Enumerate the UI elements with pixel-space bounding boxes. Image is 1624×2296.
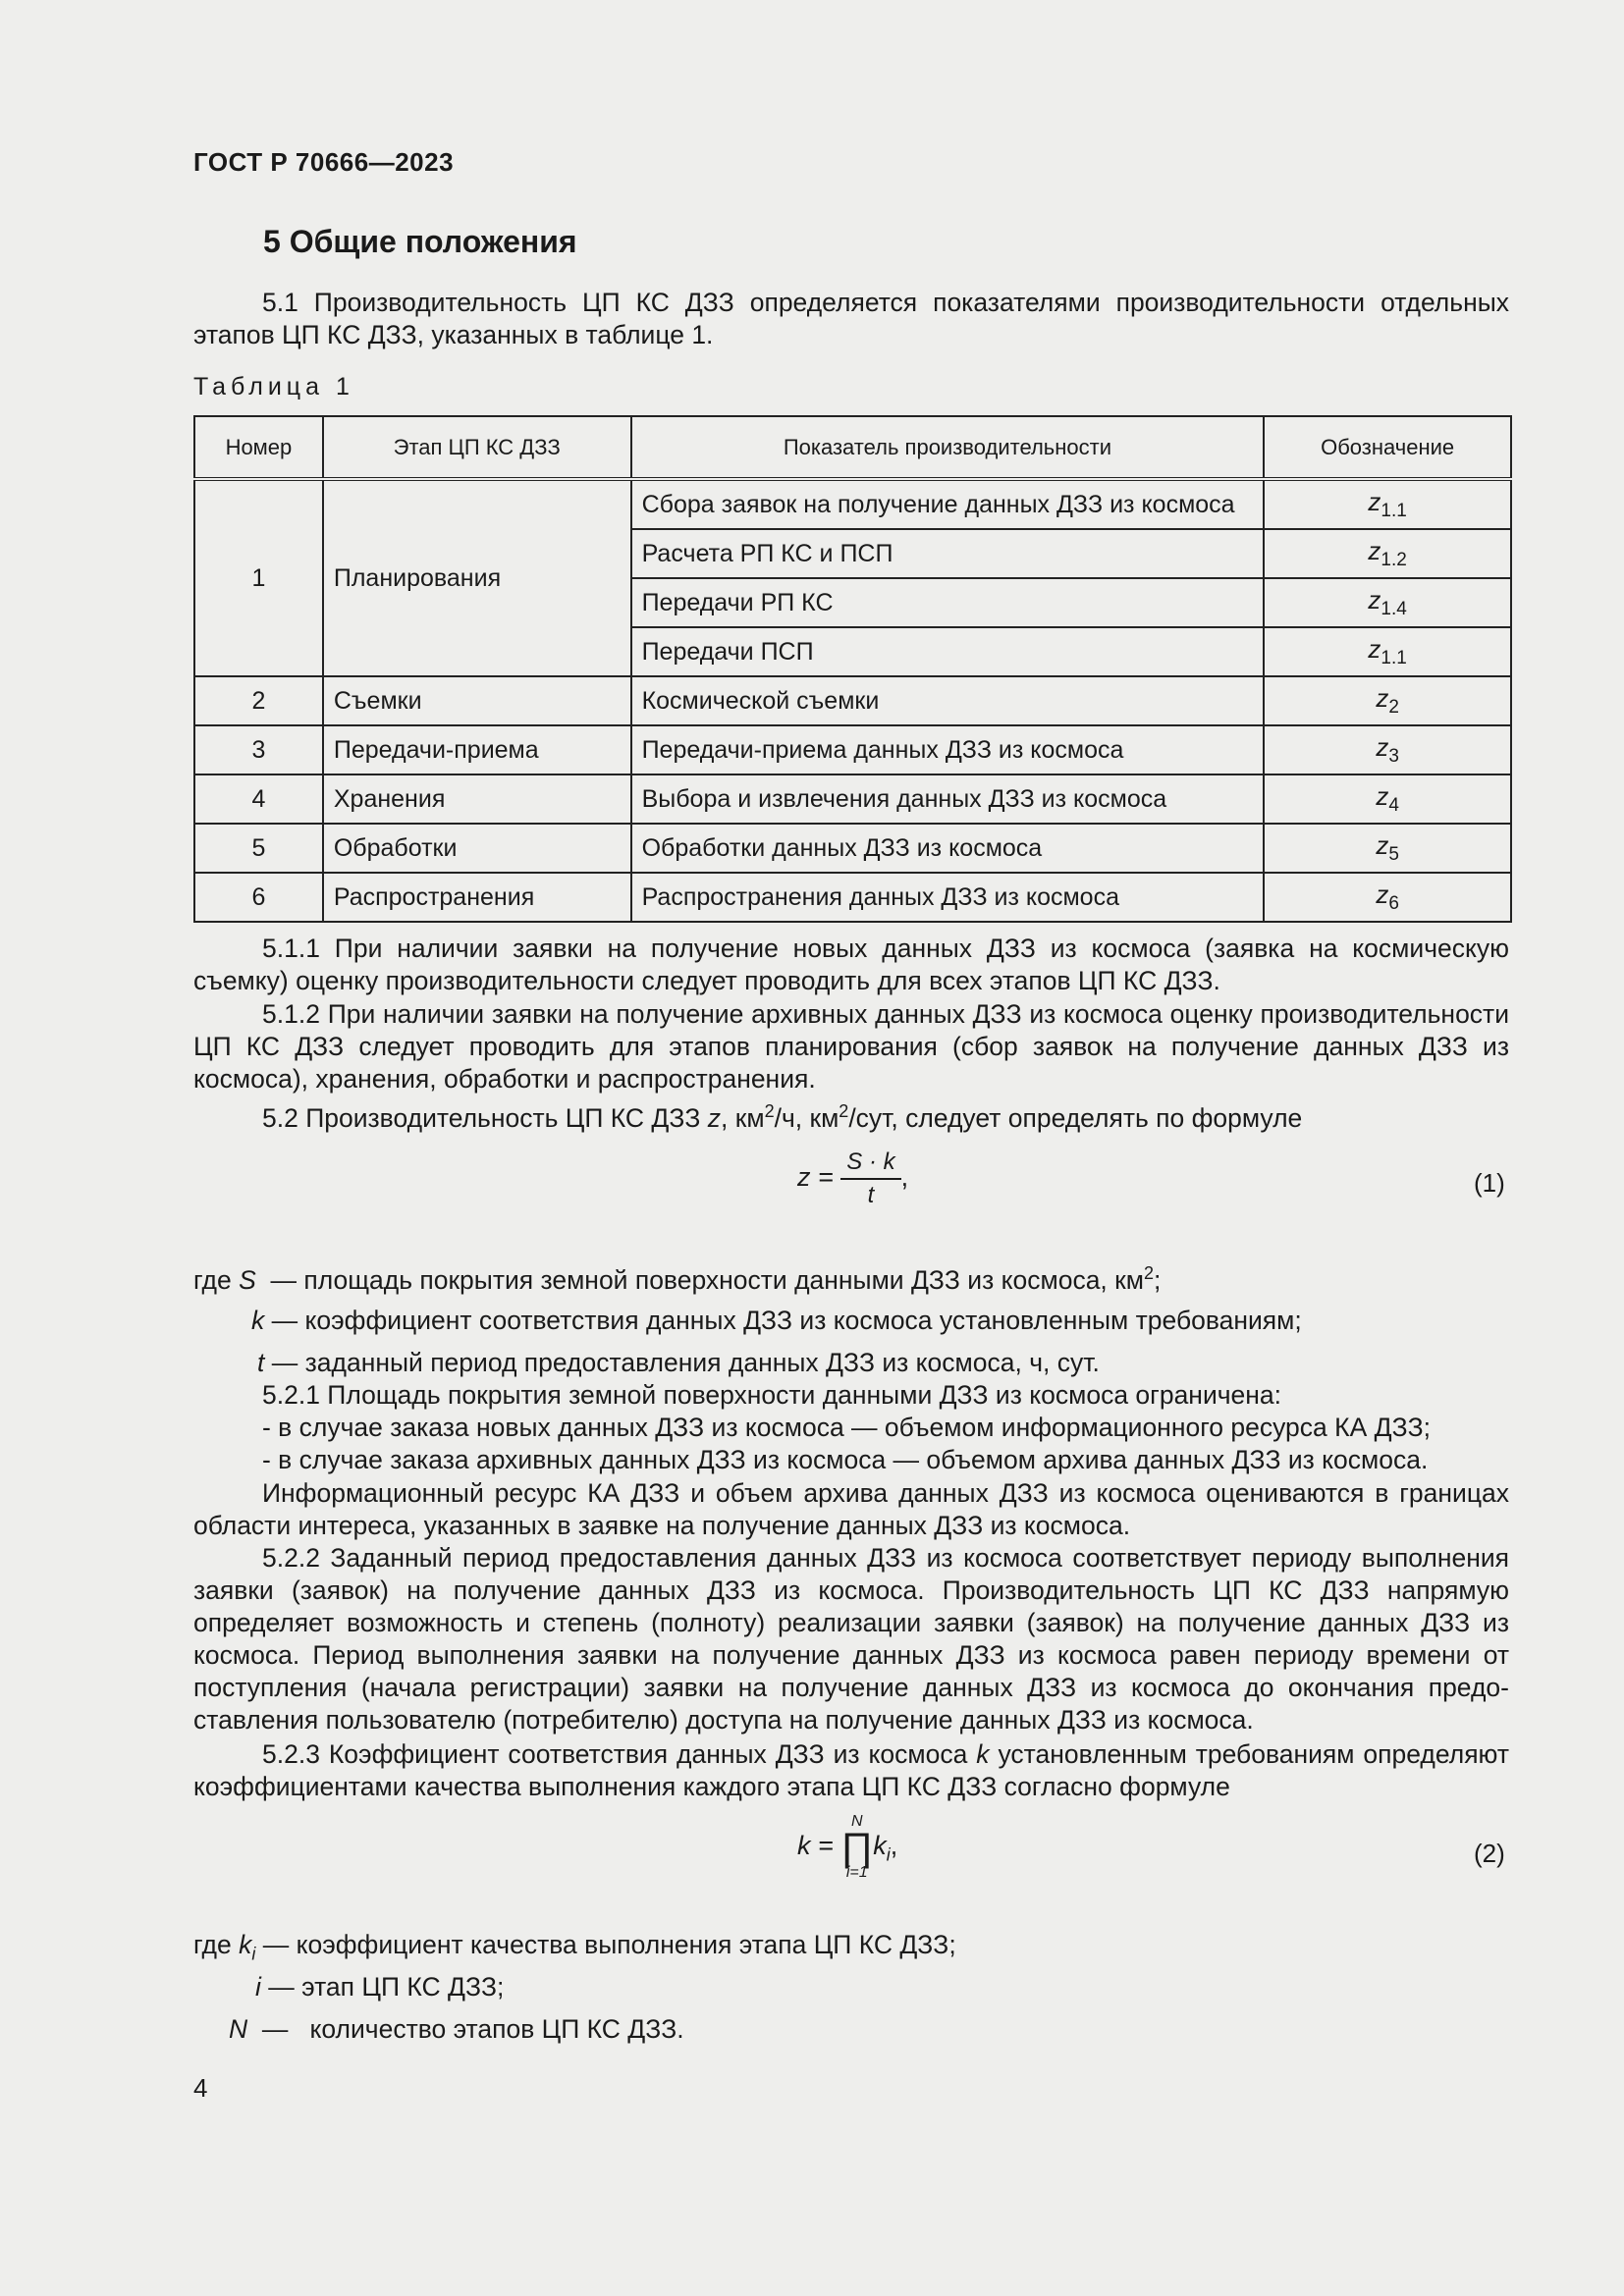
cell-stage: Планирования (323, 479, 631, 676)
cell-symbol: $z_{1.2}$ (1264, 529, 1511, 578)
document-code: ГОСТ Р 70666—2023 (193, 147, 455, 177)
cell-indicator: Космической съемки (631, 676, 1265, 725)
cell-stage: Съемки (323, 676, 631, 725)
column-header: Номер (194, 416, 323, 479)
paragraph-5-2: 5.2 Производительность ЦП КС ДЗЗ z, $км^2/ч$, $км^2$/сут, следует определять по формуле (262, 1101, 1303, 1133)
cell-stage: Хранения (323, 774, 631, 824)
formula-1-def-k: k — коэффициент соответствия данных ДЗЗ из космоса установленным требованиям; (251, 1306, 1302, 1335)
cell-symbol: $z_{1.1}$ (1264, 479, 1511, 529)
column-header: Обозначение (1264, 416, 1511, 479)
paragraph-5-2-3: 5.2.3 Коэффициент соответствия данных ДЗЗ из космоса k установленным требованиям определяют коэффициентами качества выполнения каждого этапа ЦП КС ДЗЗ согласно формуле (193, 1739, 1509, 1801)
cell-indicator: Распространения данных ДЗЗ из космоса (631, 873, 1265, 922)
cell-symbol: $z_6$ (1264, 873, 1511, 922)
formula-2: k = N ∏ i=1 $k_i$, (797, 1813, 898, 1881)
formula-2-def-n: N — количество этапов ЦП КС ДЗЗ. (229, 2014, 684, 2044)
cell-number: 5 (194, 824, 323, 873)
table-row (194, 676, 1511, 725)
cell-stage: Передачи-приема (323, 725, 631, 774)
paragraph-5-1-2: 5.1.2 При наличии заявки на получение архивных данных ДЗЗ из космоса оценку производительности ЦП КС ДЗЗ следует проводить для этапов планирования (сбор заявок на получение данных ДЗЗ из космоса), хранения, обработки и распространения. (193, 999, 1509, 1094)
paragraph-5-1: 5.1 Производительность ЦП КС ДЗЗ определяется показателями производительности отдельных этапов ЦП КС ДЗЗ, указанных в таблице 1. (193, 288, 1509, 349)
table-row (194, 824, 1511, 873)
cell-indicator: Передачи-приема данных ДЗЗ из космоса (631, 725, 1265, 774)
paragraph-5-2-2: 5.2.2 Заданный период предоставления данных ДЗЗ из космоса соответствует периоду выполнения заявки (заявок) на получение данных ДЗЗ из космоса. Производительность ЦП КС ДЗЗ напрямую определяет возможность и степень (полноту) реализации заявки (заявок) на получение данных ДЗЗ из космоса. Период выполнения заявки на получение данных ДЗЗ из космоса равен периоду времени от поступления (начала регистрации) заявки на получение данных ДЗЗ из космоса до окончания предоставления пользователю (потребителю) доступа на получение данных ДЗЗ из космоса. (193, 1543, 1509, 1735)
table-row (194, 479, 1511, 529)
cell-symbol: $z_2$ (1264, 676, 1511, 725)
list-item: - в случае заказа архивных данных ДЗЗ из космоса — объемом архива данных ДЗЗ из космоса. (262, 1445, 1429, 1474)
cell-number: 3 (194, 725, 323, 774)
column-header: Этап ЦП КС ДЗЗ (323, 416, 631, 479)
cell-symbol: $z_{1.1}$ (1264, 627, 1511, 676)
table-caption: Таблица 1 (193, 373, 354, 400)
paragraph-5-2-1: 5.2.1 Площадь покрытия земной поверхности данными ДЗЗ из космоса ограничена: (262, 1380, 1282, 1410)
paragraph-5-1-1: 5.1.1 При наличии заявки на получение новых данных ДЗЗ из космоса (заявка на космическую съемку) оценку производительности следует проводить для всех этапов ЦП КС ДЗЗ. (193, 934, 1509, 995)
formula-1: z = $\frac{S \cdot k}{t}$ , (797, 1148, 909, 1208)
cell-stage: Распространения (323, 873, 631, 922)
cell-number: 2 (194, 676, 323, 725)
equation-number-2: (2) (1474, 1839, 1505, 1868)
cell-symbol: $z_3$ (1264, 725, 1511, 774)
table-header-row (194, 416, 1511, 479)
table-row (194, 873, 1511, 922)
cell-indicator: Передачи РП КС (631, 578, 1265, 627)
table-row (194, 725, 1511, 774)
cell-stage: Обработки (323, 824, 631, 873)
fraction: $\frac{S \cdot k}{t}$ (840, 1148, 900, 1209)
cell-number: 4 (194, 774, 323, 824)
cell-indicator: Сбора заявок на получение данных ДЗЗ из космоса (631, 479, 1265, 529)
cell-indicator: Расчета РП КС и ПСП (631, 529, 1265, 578)
page-number: 4 (193, 2073, 208, 2103)
performance-table (193, 415, 1512, 923)
cell-symbol: $z_4$ (1264, 774, 1511, 824)
paragraph-5-2-1-note: Информационный ресурс КА ДЗЗ и объем архива данных ДЗЗ из космоса оцениваются в границах области интереса, указанных в заявке на получение данных ДЗЗ из космоса. (193, 1478, 1509, 1540)
table-row (194, 774, 1511, 824)
cell-symbol: $z_5$ (1264, 824, 1511, 873)
cell-indicator: Выбора и извлечения данных ДЗЗ из космоса (631, 774, 1265, 824)
list-item: - в случае заказа новых данных ДЗЗ из космоса — объемом информационного ресурса КА ДЗЗ; (262, 1413, 1431, 1442)
cell-number: 6 (194, 873, 323, 922)
cell-number: 1 (194, 479, 323, 676)
cell-indicator: Обработки данных ДЗЗ из космоса (631, 824, 1265, 873)
formula-2-def-ki: где $k_i$ — коэффициент качества выполнения этапа ЦП КС ДЗЗ; (193, 1930, 956, 1964)
formula-1-def-t: t — заданный период предоставления данных ДЗЗ из космоса, ч, сут. (257, 1348, 1100, 1377)
column-header: Показатель производительности (631, 416, 1265, 479)
cell-indicator: Передачи ПСП (631, 627, 1265, 676)
cell-symbol: $z_{1.4}$ (1264, 578, 1511, 627)
equation-number-1: (1) (1474, 1168, 1505, 1198)
product-operator: N ∏ i=1 (840, 1813, 874, 1881)
formula-1-def-s: где S — площадь покрытия земной поверхности данными ДЗЗ из космоса, $км^2$; (193, 1263, 1162, 1295)
section-title: 5 Общие положения (263, 224, 577, 259)
formula-2-def-i: i — этап ЦП КС ДЗЗ; (255, 1972, 505, 2002)
